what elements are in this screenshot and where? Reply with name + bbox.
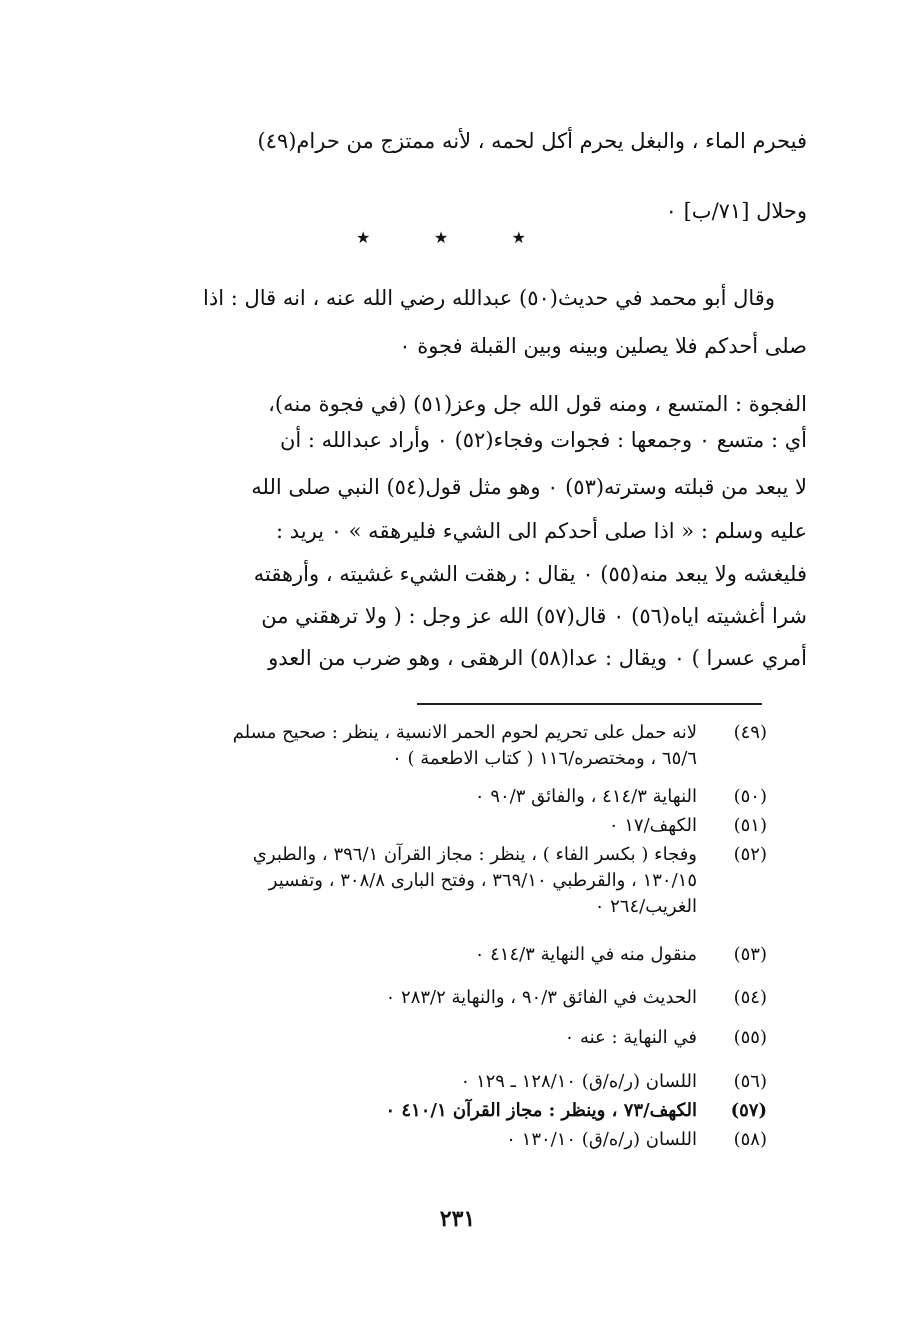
footnote-line: ١٣٠/١٥ ، والقرطبي ٣٦٩/١٠ ، وفتح البارى ٣٠٨/٨ ، وتفسير xyxy=(268,870,697,891)
footnote-line: الكهف/٧٣ ، وينظر : مجاز القرآن ٤١٠/١ ٠ xyxy=(385,1100,697,1121)
footnote-number: (٥٣) xyxy=(733,944,767,965)
body-line-9: فليغشه ولا يبعد منه(٥٥) ٠ يقال : رهقت الشيء غشيته ، وأرهقته xyxy=(253,562,807,586)
footnote-number: (٥٠) xyxy=(733,786,767,807)
footnote-text xyxy=(461,1069,697,1095)
footnote-number: (٤٩) xyxy=(733,722,767,743)
footnote-line: منقول منه في النهاية ٤١٤/٣ ٠ xyxy=(474,944,697,965)
footnote-line: لانه حمل على تحريم لحوم الحمر الانسية ، ينظر : صحيح مسلم xyxy=(232,722,697,743)
footnote-text xyxy=(565,1025,697,1051)
footnote-number: (٥٨) xyxy=(733,1129,767,1150)
body-line-5: الفجوة : المتسع ، ومنه قول الله جل وعز(٥١) (في فجوة منه)، xyxy=(268,392,807,416)
body-line-7: لا يبعد من قبلته وسترته(٥٣) ٠ وهو مثل قول(٥٤) النبي صلى الله xyxy=(251,475,807,499)
footnote-text xyxy=(609,813,697,839)
star-icon: ★ xyxy=(356,228,371,247)
star-icon: ★ xyxy=(511,228,526,247)
body-line-6: أي : متسع ٠ وجمعها : فجوات وفجاء(٥٢) ٠ وأراد عبدالله : أن xyxy=(279,428,807,452)
footnote-line: الكهف/١٧ ٠ xyxy=(608,815,697,836)
footnote-divider xyxy=(417,703,762,705)
body-line-2: وحلال [٧١/ب] ٠ xyxy=(665,199,807,223)
footnote-text xyxy=(233,720,697,772)
page-number: ٢٣١ xyxy=(439,1206,476,1232)
body-line-8: عليه وسلم : « اذا صلى أحدكم الى الشيء فليرهقه » ٠ يريد : xyxy=(275,519,807,543)
body-line-4: صلى أحدكم فلا يصلين وبينه وبين القبلة فجوة ٠ xyxy=(399,334,807,358)
footnote-line: وفجاء ( بكسر الفاء ) ، ينظر : مجاز القرآن ٣٩٦/١ ، والطبري xyxy=(252,844,697,865)
footnote-number: (٥١) xyxy=(733,815,767,836)
section-separator xyxy=(356,228,526,250)
footnote-line: النهاية ٤١٤/٣ ، والفائق ٩٠/٣ ٠ xyxy=(474,786,697,807)
body-line-1: فيحرم الماء ، والبغل يحرم أكل لحمه ، لأنه ممتزج من حرام(٤٩) xyxy=(257,129,807,153)
footnote-number: (٥٧) xyxy=(730,1100,767,1121)
footnote-text xyxy=(475,784,697,810)
footnote-line: اللسان (ر/ه/ق) ١٣٠/١٠ ٠ xyxy=(506,1129,697,1150)
footnote-text xyxy=(253,842,697,920)
footnote-number: (٥٤) xyxy=(733,987,767,1008)
footnote-line: ٦٥/٦ ، ومختصره/١١٦ ( كتاب الاطعمة ) ٠ xyxy=(392,748,697,769)
footnote-text xyxy=(506,1127,697,1153)
footnote-number: (٥٢) xyxy=(733,844,767,865)
footnote-number: (٥٦) xyxy=(733,1071,767,1092)
body-line-10: شرا أغشيته اياه(٥٦) ٠ قال(٥٧) الله عز وجل : ( ولا ترهقني من xyxy=(261,604,807,628)
footnote-line: في النهاية : عنه ٠ xyxy=(564,1027,697,1048)
star-icon: ★ xyxy=(433,228,449,247)
footnote-line: اللسان (ر/ه/ق) ١٢٨/١٠ ـ ١٢٩ ٠ xyxy=(460,1071,697,1092)
footnote-text xyxy=(385,1098,697,1124)
body-line-11: أمري عسرا ) ٠ ويقال : عدا(٥٨) الرهقى ، وهو ضرب من العدو xyxy=(268,646,807,670)
footnote-line: الحديث في الفائق ٩٠/٣ ، والنهاية ٢٨٣/٢ ٠ xyxy=(385,987,697,1008)
footnote-number: (٥٥) xyxy=(733,1027,767,1048)
footnote-text xyxy=(475,942,697,968)
footnote-text xyxy=(386,985,697,1011)
body-line-3: وقال أبو محمد في حديث(٥٠) عبدالله رضي الله عنه ، انه قال : اذا xyxy=(203,286,775,310)
footnote-line: الغريب/٢٦٤ ٠ xyxy=(594,896,697,917)
